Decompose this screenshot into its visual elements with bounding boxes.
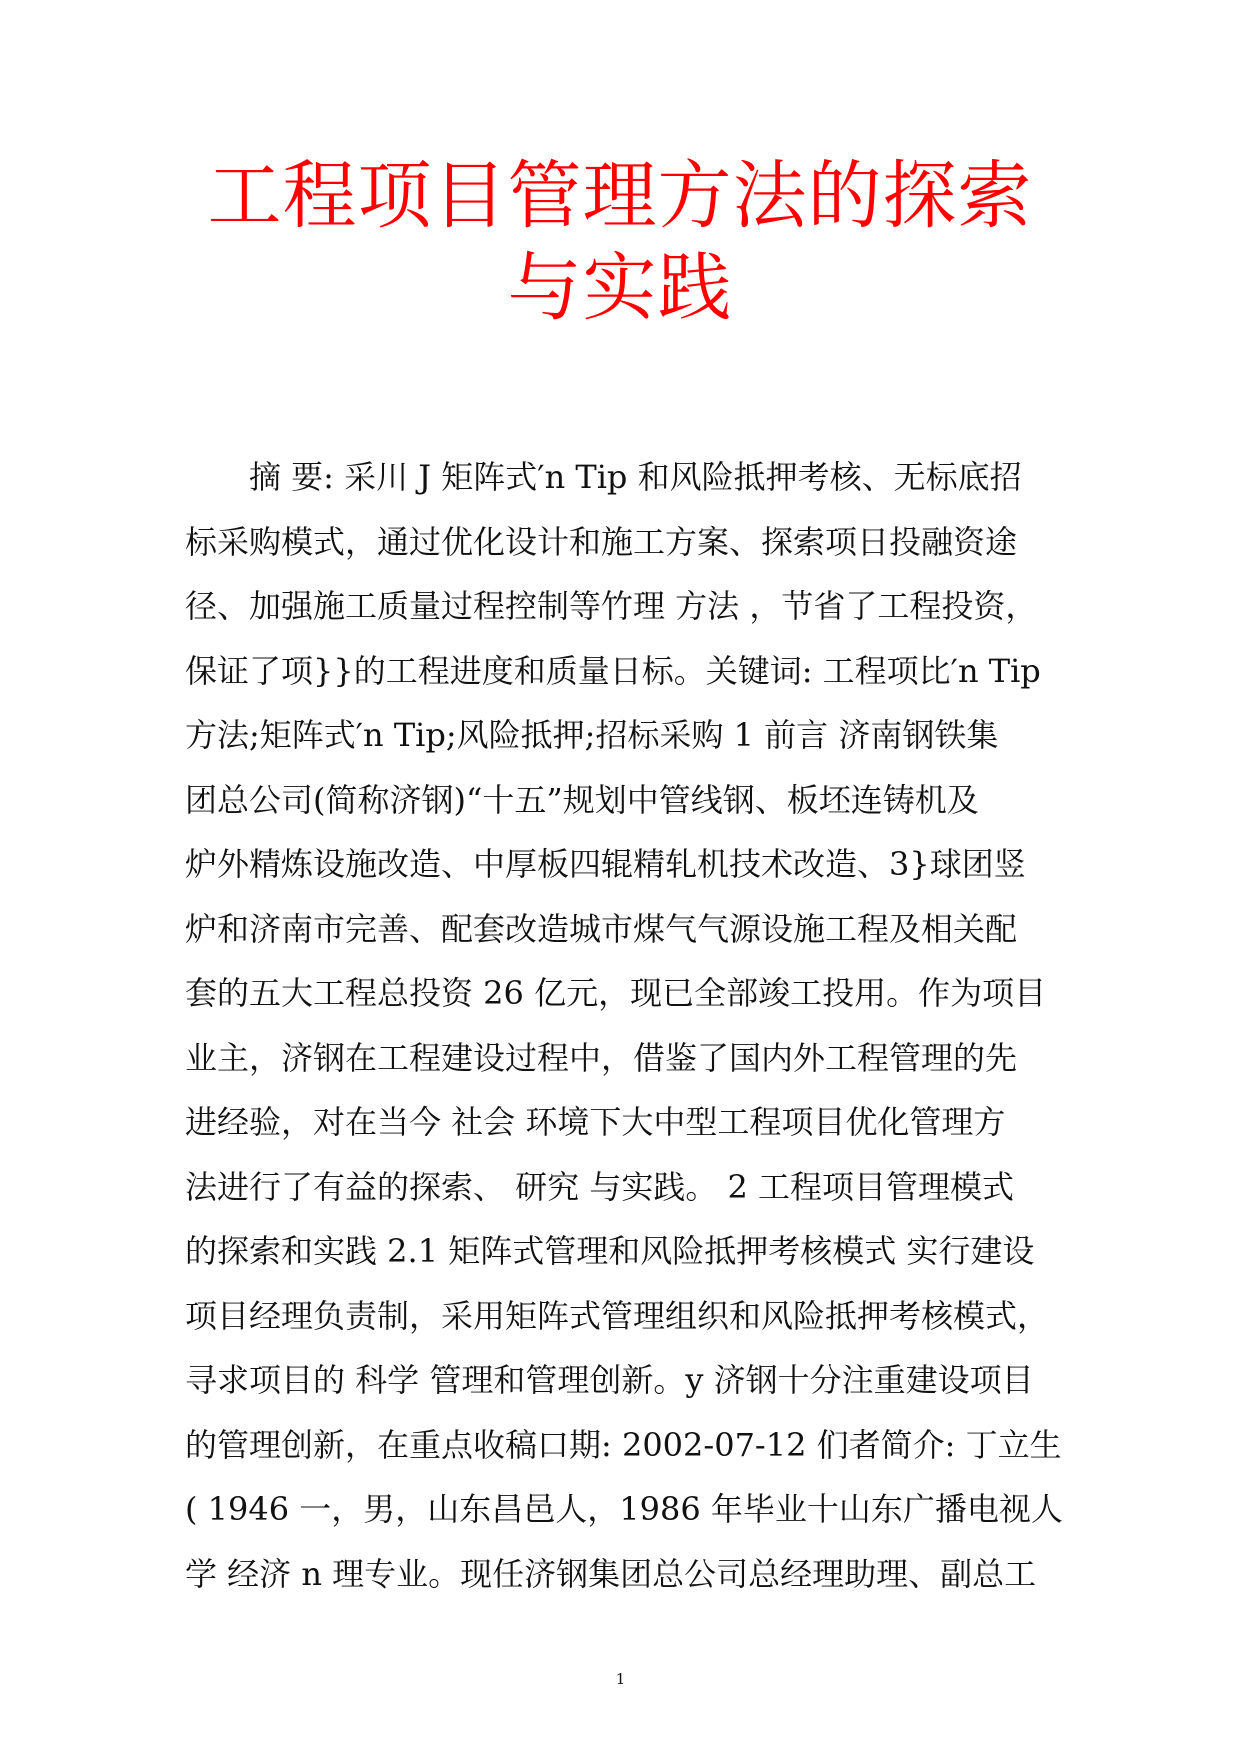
body-line: 团总公司(简称济钢)“十五”规划中管线钢、板坯连铸机及 — [185, 780, 979, 819]
body-line: 业主，济钢在工程建设过程中，借鉴了国内外工程管理的先 — [185, 1038, 1018, 1077]
body-line: 标采购模式，通过优化设计和施工方案、探索项日投融资途 — [185, 522, 1018, 561]
body-line: 套的五大工程总投资 26 亿元，现已全部竣工投用。作为项目 — [185, 974, 1047, 1012]
body-text — [185, 445, 1085, 1606]
title-line: 工程项目管理方法的探索 — [207, 153, 1033, 239]
body-line: 的探索和实践 2.1 矩阵式管理和风险抵押考核模式 实行建设 — [185, 1232, 1035, 1270]
page-number: 1 — [615, 1670, 626, 1688]
document-title — [140, 150, 1100, 334]
title-line: 与实践 — [507, 245, 733, 331]
body-line: 的管理创新，在重点收稿口期: 2002-07-12 们者简介: 丁立生 — [185, 1425, 1062, 1464]
body-line: 方法;矩阵式′n Tip;风险抵押;招标采购 1 前言 济南钢铁集 — [185, 716, 999, 754]
body-line: 进经验，对在当今 社会 环境下大中型工程项目优化管理方 — [185, 1103, 1006, 1141]
body-line: 法进行了有益的探索、 研究 与实践。 2 工程项目管理模式 — [185, 1167, 1015, 1206]
body-line: 项目经理负责制，采用矩阵式管理组织和风险抵押考核模式， — [185, 1296, 1050, 1335]
body-line: 保证了项}}的工程进度和质量日标。关键词: 工程项比′n Tip — [185, 651, 1041, 690]
body-line: 摘 要: 采川 J 矩阵式′n Tip 和风险抵押考核、无标底招 — [249, 458, 1022, 496]
body-line: 寻求项目的 科学 管理和管理创新。y 济钢十分注重建设项目 — [185, 1361, 1034, 1399]
body-line: ( 1946 一，男，山东昌邑人，1986 年毕业十山东广播电视人 — [185, 1490, 1063, 1528]
body-line: 学 经济 n 理专业。现任济钢集团总公司总经理助理、副总工 — [185, 1554, 1037, 1593]
body-line: 径、加强施工质量过程控制等竹理 方法 ，节省了工程投资， — [185, 587, 1038, 625]
body-line: 炉外精炼设施改造、中厚板四辊精轧机技术改造、3}球团竖 — [185, 845, 1026, 883]
body-line: 炉和济南市完善、配套改造城市煤气气源设施工程及相关配 — [185, 909, 1018, 948]
